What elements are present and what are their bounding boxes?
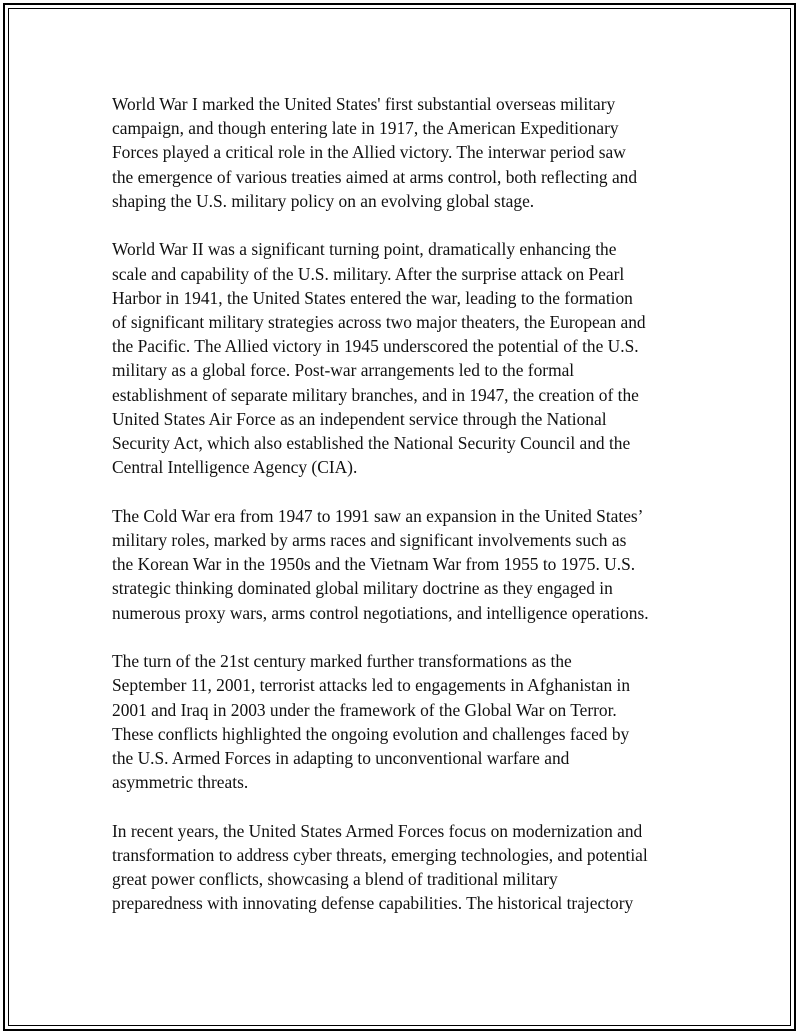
text-line: These conflicts highlighted the ongoing evolution and challenges faced by [112, 723, 630, 744]
text-line: Central Intelligence Agency (CIA). [112, 457, 358, 478]
text-line: Security Act, which also established the National Security Council and the [112, 433, 631, 454]
text-line: transformation to address cyber threats, emerging technologies, and potential [112, 845, 648, 866]
paragraph-ww2 [112, 237, 692, 479]
text-line: asymmetric threats. [112, 772, 249, 793]
text-line: Forces played a critical role in the Allied victory. The interwar period saw [112, 142, 626, 163]
text-line: the U.S. Armed Forces in adapting to unconventional warfare and [112, 748, 570, 769]
text-line: the emergence of various treaties aimed at arms control, both reflecting and [112, 166, 638, 187]
text-line: the Korean War in the 1950s and the Vietnam War from 1955 to 1975. U.S. [112, 554, 636, 575]
paragraph-cold-war [112, 504, 692, 625]
text-line: of significant military strategies across two major theaters, the European and [112, 312, 646, 333]
text-line: In recent years, the United States Armed Forces focus on modernization and [112, 820, 643, 841]
text-line: 2001 and Iraq in 2003 under the framework of the Global War on Terror. [112, 699, 617, 720]
text-line: preparedness with innovating defense capabilities. The historical trajectory [112, 893, 634, 914]
text-line: military as a global force. Post-war arrangements led to the formal [112, 360, 575, 381]
text-line: military roles, marked by arms races and significant involvements such as [112, 530, 627, 551]
text-line: The turn of the 21st century marked further transformations as the [112, 651, 572, 672]
text-line: numerous proxy wars, arms control negotiations, and intelligence operations. [112, 602, 649, 623]
paragraph-ww1 [112, 92, 692, 213]
text-line: strategic thinking dominated global military doctrine as they engaged in [112, 578, 613, 599]
text-line: The Cold War era from 1947 to 1991 saw an expansion in the United States’ [112, 505, 644, 526]
text-line: the Pacific. The Allied victory in 1945 underscored the potential of the U.S. [112, 336, 639, 357]
document-body [112, 92, 692, 940]
text-line: Harbor in 1941, the United States entered the war, leading to the formation [112, 287, 633, 308]
paragraph-21st-century [112, 649, 692, 794]
paragraph-recent-years [112, 819, 692, 916]
text-line: World War I marked the United States' first substantial overseas military [112, 94, 616, 114]
text-line: World War II was a significant turning point, dramatically enhancing the [112, 239, 617, 260]
text-line: September 11, 2001, terrorist attacks led to engagements in Afghanistan in [112, 675, 631, 696]
text-line: establishment of separate military branches, and in 1947, the creation of the [112, 384, 639, 405]
text-line: great power conflicts, showcasing a blend of traditional military [112, 869, 558, 890]
text-line: campaign, and though entering late in 1917, the American Expeditionary [112, 118, 619, 139]
text-line: shaping the U.S. military policy on an evolving global stage. [112, 190, 535, 211]
text-line: scale and capability of the U.S. military. After the surprise attack on Pearl [112, 263, 625, 284]
text-line: United States Air Force as an independent service through the National [112, 408, 607, 429]
